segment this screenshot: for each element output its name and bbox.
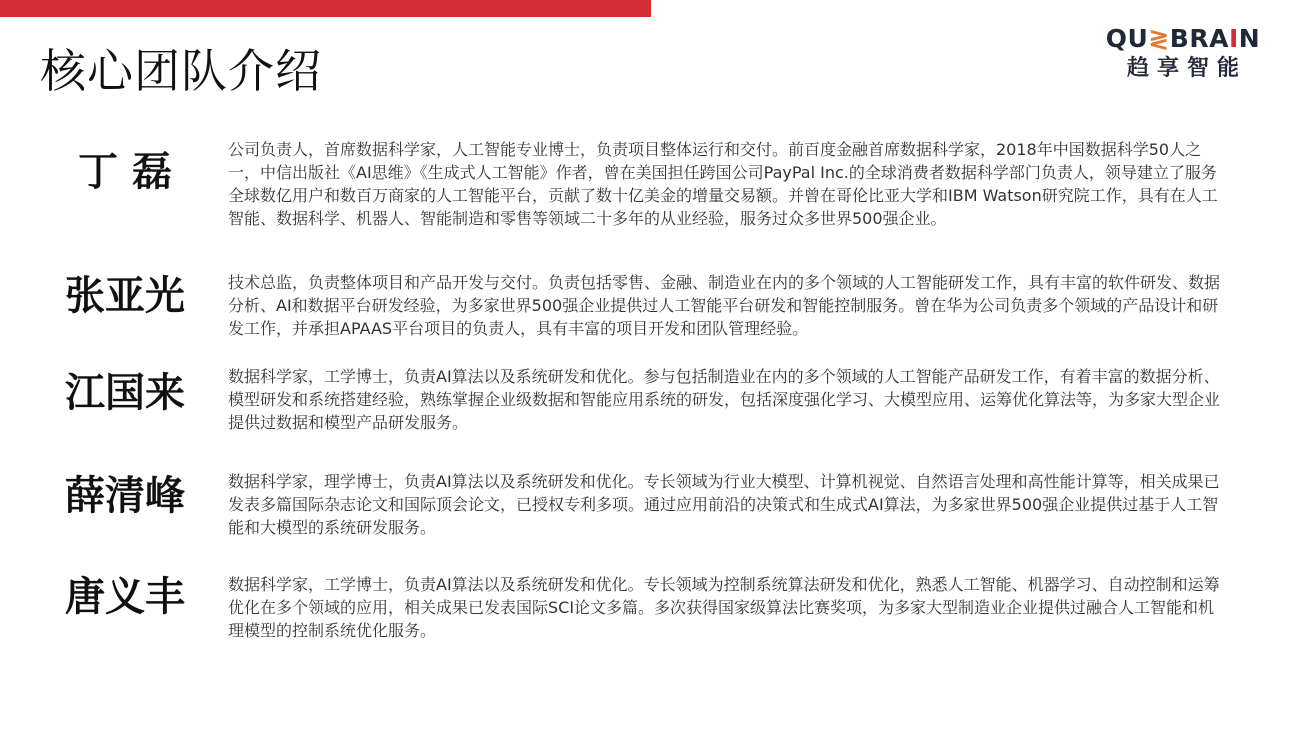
logo-wordmark xyxy=(1098,24,1268,54)
member-bio: 数据科学家，工学博士，负责AI算法以及系统研发和优化。专长领域为控制系统算法研发和优化，熟悉人工智能、机器学习、自动控制和运筹优化在多个领域的应用，相关成果已发表国际SCI论文多篇。多次获得国家级算法比赛奖项，为多家大型制造业企业提供过融合人工智能和机理模型的控制系统优化服务。 xyxy=(228,575,1220,640)
logo-text-i: I xyxy=(1228,24,1239,53)
member-bio: 公司负责人，首席数据科学家，人工智能专业博士，负责项目整体运行和交付。前百度金融首席数据科学家，2018年中国数据科学50人之一，中信出版社《AI思维》《生成式人工智能》作者，曾在美国担任跨国公司PayPal Inc.的全球消费者数据科学部门负责人，领导建立了服务全球数亿用户和数百万商家的人工智能平台，贡献了数十亿美金的增量交易额。并曾在哥伦比亚大学和IBM Watson研究院工作，具有在人工智能、数据科学、机器人、智能制造和零售等领域二十多年的从业经验，服务过众多世界500强企业。 xyxy=(228,140,1218,228)
member-bio: 技术总监，负责整体项目和产品开发与交付。负责包括零售、金融、制造业在内的多个领域的人工智能研发工作，具有丰富的软件研发、数据分析、AI和数据平台研发经验，为多家世界500强企业提供过人工智能平台研发和智能控制服务。曾在华为公司负责多个领域的产品设计和研发工作，并承担APAAS平台项目的负责人，具有丰富的项目开发和团队管理经验。 xyxy=(228,273,1221,338)
member-bio: 数据科学家，工学博士，负责AI算法以及系统研发和优化。参与包括制造业在内的多个领域的人工智能产品研发工作，有着丰富的数据分析、模型研发和系统搭建经验，熟练掌握企业级数据和智能应用系统的研发，包括深度强化学习、大模型应用、运筹优化算法等，为多家大型企业提供过数据和模型产品研发服务。 xyxy=(228,367,1221,432)
logo-chinese-name: 趋享智能 xyxy=(1126,56,1247,81)
member-name: 江国来 xyxy=(65,370,185,416)
member-name: 丁 磊 xyxy=(78,149,172,195)
logo-text-qu: QU xyxy=(1105,24,1149,53)
company-logo xyxy=(1098,24,1268,84)
logo-text-bra: BRA xyxy=(1169,24,1229,53)
logo-text-n: N xyxy=(1238,24,1261,53)
member-name: 薛清峰 xyxy=(65,473,185,519)
member-name: 唐义丰 xyxy=(65,574,185,620)
member-bio: 数据科学家，理学博士，负责AI算法以及系统研发和优化。专长领域为行业大模型、计算机视觉、自然语言处理和高性能计算等，相关成果已发表多篇国际杂志论文和国际顶会论文，已授权专利多项。通过应用前沿的决策式和生成式AI算法，为多家世界500强企业提供过基于人工智能和大模型的系统研发服务。 xyxy=(228,472,1220,537)
top-accent-bar xyxy=(0,0,651,17)
member-name: 张亚光 xyxy=(65,273,185,319)
page-title: 核心团队介绍 xyxy=(40,44,322,98)
logo-arrows-icon: ≷ xyxy=(1148,24,1170,53)
